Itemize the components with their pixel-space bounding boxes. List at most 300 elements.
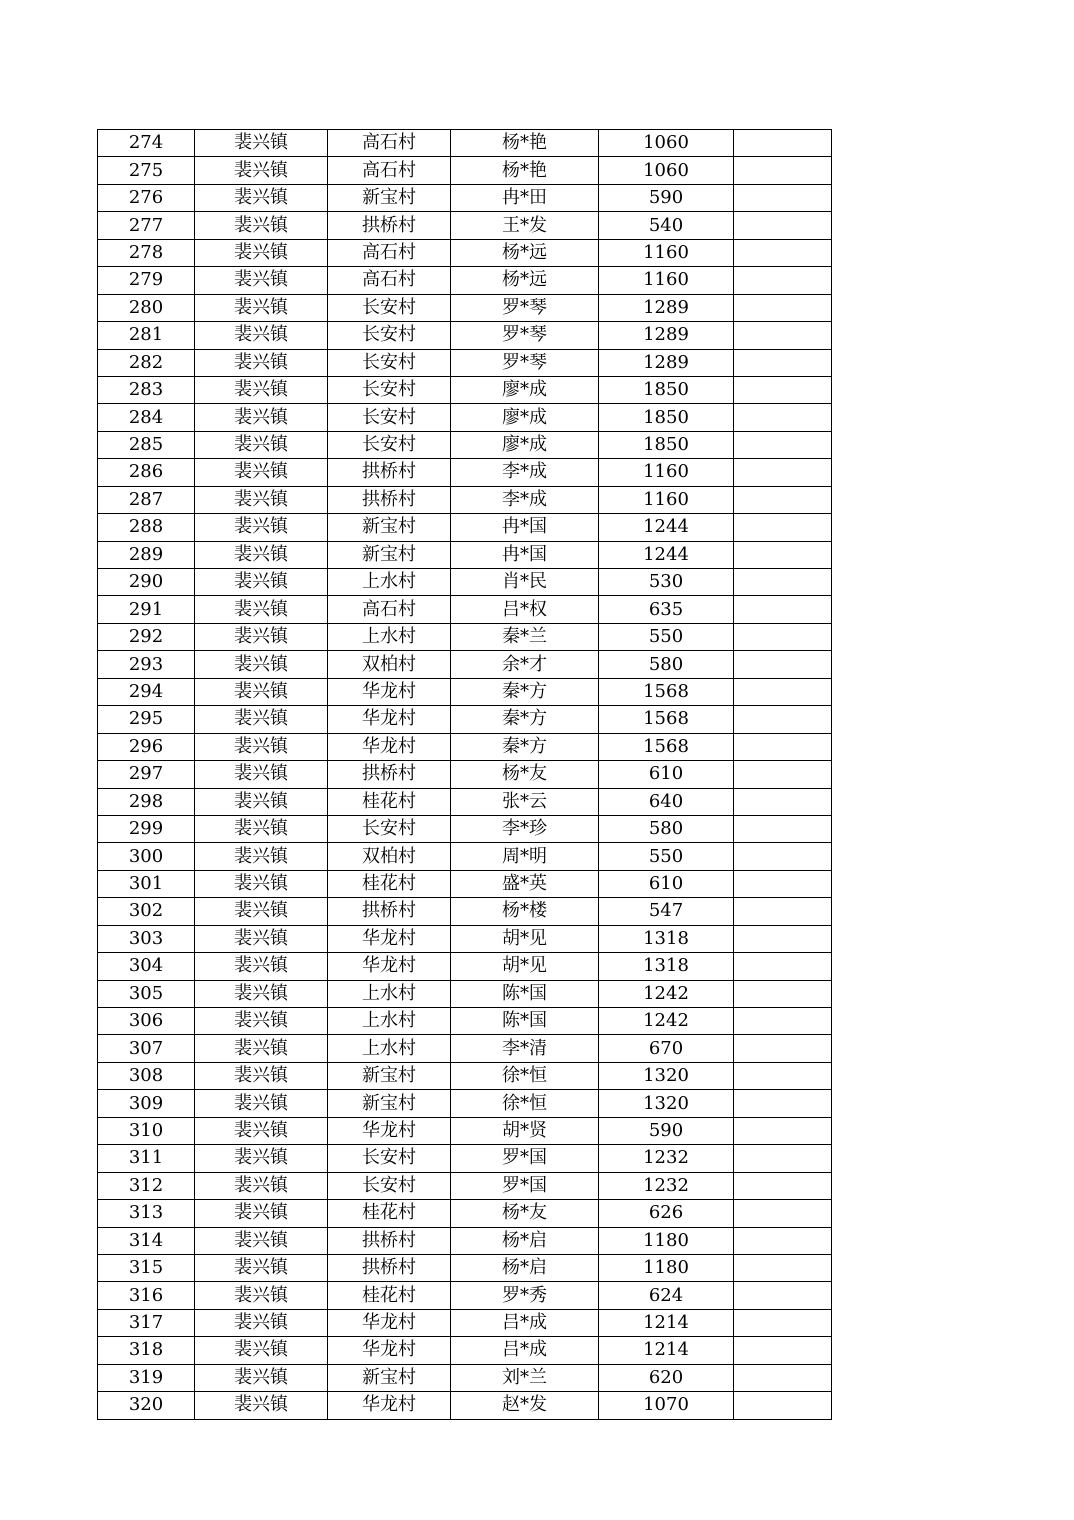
remark-cell — [734, 870, 832, 897]
name-cell: 罗*秀 — [451, 1282, 599, 1309]
remark-cell — [734, 514, 832, 541]
amount-cell: 1242 — [599, 1008, 734, 1035]
village-cell: 双柏村 — [328, 651, 451, 678]
remark-cell — [734, 1145, 832, 1172]
row-number-cell: 281 — [98, 322, 195, 349]
village-cell: 新宝村 — [328, 1364, 451, 1391]
remark-cell — [734, 130, 832, 157]
name-cell: 陈*国 — [451, 1008, 599, 1035]
amount-cell: 1850 — [599, 376, 734, 403]
name-cell: 杨*友 — [451, 761, 599, 788]
remark-cell — [734, 1117, 832, 1144]
remark-cell — [734, 596, 832, 623]
amount-cell: 610 — [599, 761, 734, 788]
table-row — [98, 212, 832, 239]
table-row — [98, 157, 832, 184]
town-cell: 裴兴镇 — [195, 239, 328, 266]
remark-cell — [734, 1200, 832, 1227]
town-cell: 裴兴镇 — [195, 486, 328, 513]
row-number-cell: 299 — [98, 815, 195, 842]
village-cell: 华龙村 — [328, 706, 451, 733]
remark-cell — [734, 184, 832, 211]
name-cell: 王*发 — [451, 212, 599, 239]
village-cell: 上水村 — [328, 623, 451, 650]
village-cell: 上水村 — [328, 1035, 451, 1062]
row-number-cell: 301 — [98, 870, 195, 897]
amount-cell: 1160 — [599, 267, 734, 294]
amount-cell: 1289 — [599, 322, 734, 349]
amount-cell: 1160 — [599, 239, 734, 266]
name-cell: 吕*成 — [451, 1337, 599, 1364]
name-cell: 陈*国 — [451, 980, 599, 1007]
name-cell: 李*成 — [451, 459, 599, 486]
town-cell: 裴兴镇 — [195, 651, 328, 678]
name-cell: 盛*英 — [451, 870, 599, 897]
row-number-cell: 287 — [98, 486, 195, 513]
village-cell: 高石村 — [328, 267, 451, 294]
table-row — [98, 761, 832, 788]
table-row — [98, 541, 832, 568]
table-row — [98, 376, 832, 403]
amount-cell: 580 — [599, 815, 734, 842]
amount-cell: 1850 — [599, 431, 734, 458]
name-cell: 冉*国 — [451, 514, 599, 541]
table-row — [98, 514, 832, 541]
name-cell: 胡*贤 — [451, 1117, 599, 1144]
village-cell: 华龙村 — [328, 1337, 451, 1364]
row-number-cell: 320 — [98, 1392, 195, 1419]
table-row — [98, 569, 832, 596]
name-cell: 杨*楼 — [451, 898, 599, 925]
village-cell: 高石村 — [328, 596, 451, 623]
town-cell: 裴兴镇 — [195, 1282, 328, 1309]
row-number-cell: 285 — [98, 431, 195, 458]
remark-cell — [734, 788, 832, 815]
amount-cell: 1060 — [599, 130, 734, 157]
amount-cell: 1180 — [599, 1227, 734, 1254]
roster-table-body — [98, 130, 832, 1420]
village-cell: 华龙村 — [328, 678, 451, 705]
remark-cell — [734, 678, 832, 705]
village-cell: 长安村 — [328, 349, 451, 376]
table-row — [98, 431, 832, 458]
remark-cell — [734, 1392, 832, 1419]
village-cell: 长安村 — [328, 404, 451, 431]
town-cell: 裴兴镇 — [195, 569, 328, 596]
town-cell: 裴兴镇 — [195, 815, 328, 842]
table-row — [98, 651, 832, 678]
amount-cell: 1318 — [599, 925, 734, 952]
town-cell: 裴兴镇 — [195, 130, 328, 157]
amount-cell: 635 — [599, 596, 734, 623]
name-cell: 余*才 — [451, 651, 599, 678]
table-row — [98, 815, 832, 842]
row-number-cell: 306 — [98, 1008, 195, 1035]
amount-cell: 626 — [599, 1200, 734, 1227]
town-cell: 裴兴镇 — [195, 733, 328, 760]
table-row — [98, 870, 832, 897]
row-number-cell: 291 — [98, 596, 195, 623]
amount-cell: 1232 — [599, 1172, 734, 1199]
town-cell: 裴兴镇 — [195, 1062, 328, 1089]
row-number-cell: 288 — [98, 514, 195, 541]
row-number-cell: 280 — [98, 294, 195, 321]
row-number-cell: 316 — [98, 1282, 195, 1309]
village-cell: 上水村 — [328, 569, 451, 596]
row-number-cell: 309 — [98, 1090, 195, 1117]
table-row — [98, 1309, 832, 1336]
name-cell: 杨*艳 — [451, 130, 599, 157]
town-cell: 裴兴镇 — [195, 376, 328, 403]
row-number-cell: 292 — [98, 623, 195, 650]
town-cell: 裴兴镇 — [195, 349, 328, 376]
table-row — [98, 294, 832, 321]
name-cell: 杨*远 — [451, 267, 599, 294]
town-cell: 裴兴镇 — [195, 184, 328, 211]
town-cell: 裴兴镇 — [195, 294, 328, 321]
remark-cell — [734, 459, 832, 486]
remark-cell — [734, 1172, 832, 1199]
town-cell: 裴兴镇 — [195, 1145, 328, 1172]
amount-cell: 1568 — [599, 733, 734, 760]
row-number-cell: 318 — [98, 1337, 195, 1364]
table-row — [98, 1254, 832, 1281]
amount-cell: 610 — [599, 870, 734, 897]
amount-cell: 1214 — [599, 1309, 734, 1336]
name-cell: 徐*恒 — [451, 1062, 599, 1089]
amount-cell: 620 — [599, 1364, 734, 1391]
row-number-cell: 304 — [98, 953, 195, 980]
village-cell: 长安村 — [328, 815, 451, 842]
table-row — [98, 1337, 832, 1364]
village-cell: 新宝村 — [328, 541, 451, 568]
village-cell: 长安村 — [328, 431, 451, 458]
town-cell: 裴兴镇 — [195, 761, 328, 788]
town-cell: 裴兴镇 — [195, 1364, 328, 1391]
remark-cell — [734, 486, 832, 513]
table-row — [98, 322, 832, 349]
name-cell: 周*明 — [451, 843, 599, 870]
amount-cell: 1244 — [599, 514, 734, 541]
town-cell: 裴兴镇 — [195, 431, 328, 458]
amount-cell: 1180 — [599, 1254, 734, 1281]
remark-cell — [734, 294, 832, 321]
row-number-cell: 302 — [98, 898, 195, 925]
village-cell: 桂花村 — [328, 1200, 451, 1227]
name-cell: 廖*成 — [451, 376, 599, 403]
village-cell: 华龙村 — [328, 1309, 451, 1336]
remark-cell — [734, 157, 832, 184]
name-cell: 杨*启 — [451, 1254, 599, 1281]
remark-cell — [734, 815, 832, 842]
village-cell: 长安村 — [328, 376, 451, 403]
name-cell: 秦*兰 — [451, 623, 599, 650]
row-number-cell: 294 — [98, 678, 195, 705]
remark-cell — [734, 623, 832, 650]
remark-cell — [734, 651, 832, 678]
amount-cell: 1568 — [599, 706, 734, 733]
remark-cell — [734, 761, 832, 788]
village-cell: 华龙村 — [328, 953, 451, 980]
village-cell: 拱桥村 — [328, 761, 451, 788]
row-number-cell: 305 — [98, 980, 195, 1007]
remark-cell — [734, 953, 832, 980]
village-cell: 上水村 — [328, 980, 451, 1007]
town-cell: 裴兴镇 — [195, 1117, 328, 1144]
town-cell: 裴兴镇 — [195, 157, 328, 184]
town-cell: 裴兴镇 — [195, 1227, 328, 1254]
name-cell: 罗*国 — [451, 1172, 599, 1199]
village-cell: 上水村 — [328, 1008, 451, 1035]
table-row — [98, 843, 832, 870]
table-row — [98, 1172, 832, 1199]
amount-cell: 1160 — [599, 486, 734, 513]
village-cell: 新宝村 — [328, 1090, 451, 1117]
village-cell: 华龙村 — [328, 1392, 451, 1419]
amount-cell: 1320 — [599, 1090, 734, 1117]
row-number-cell: 275 — [98, 157, 195, 184]
table-row — [98, 788, 832, 815]
town-cell: 裴兴镇 — [195, 1392, 328, 1419]
row-number-cell: 277 — [98, 212, 195, 239]
table-row — [98, 1364, 832, 1391]
table-row — [98, 1062, 832, 1089]
town-cell: 裴兴镇 — [195, 1337, 328, 1364]
row-number-cell: 276 — [98, 184, 195, 211]
row-number-cell: 297 — [98, 761, 195, 788]
name-cell: 杨*启 — [451, 1227, 599, 1254]
table-row — [98, 596, 832, 623]
name-cell: 杨*艳 — [451, 157, 599, 184]
town-cell: 裴兴镇 — [195, 980, 328, 1007]
amount-cell: 1850 — [599, 404, 734, 431]
town-cell: 裴兴镇 — [195, 1172, 328, 1199]
name-cell: 罗*琴 — [451, 322, 599, 349]
table-row — [98, 980, 832, 1007]
name-cell: 杨*友 — [451, 1200, 599, 1227]
row-number-cell: 298 — [98, 788, 195, 815]
name-cell: 秦*方 — [451, 706, 599, 733]
village-cell: 长安村 — [328, 294, 451, 321]
table-row — [98, 1145, 832, 1172]
village-cell: 新宝村 — [328, 1062, 451, 1089]
table-row — [98, 267, 832, 294]
village-cell: 拱桥村 — [328, 898, 451, 925]
name-cell: 廖*成 — [451, 431, 599, 458]
remark-cell — [734, 376, 832, 403]
town-cell: 裴兴镇 — [195, 212, 328, 239]
table-row — [98, 1035, 832, 1062]
remark-cell — [734, 898, 832, 925]
village-cell: 高石村 — [328, 130, 451, 157]
remark-cell — [734, 431, 832, 458]
name-cell: 秦*方 — [451, 733, 599, 760]
remark-cell — [734, 1035, 832, 1062]
table-row — [98, 1282, 832, 1309]
village-cell: 华龙村 — [328, 1117, 451, 1144]
row-number-cell: 295 — [98, 706, 195, 733]
name-cell: 冉*国 — [451, 541, 599, 568]
amount-cell: 550 — [599, 623, 734, 650]
table-row — [98, 925, 832, 952]
row-number-cell: 308 — [98, 1062, 195, 1089]
name-cell: 罗*国 — [451, 1145, 599, 1172]
table-row — [98, 1090, 832, 1117]
amount-cell: 540 — [599, 212, 734, 239]
row-number-cell: 315 — [98, 1254, 195, 1281]
town-cell: 裴兴镇 — [195, 788, 328, 815]
town-cell: 裴兴镇 — [195, 322, 328, 349]
table-row — [98, 623, 832, 650]
row-number-cell: 307 — [98, 1035, 195, 1062]
table-row — [98, 459, 832, 486]
name-cell: 肖*民 — [451, 569, 599, 596]
village-cell: 桂花村 — [328, 788, 451, 815]
remark-cell — [734, 404, 832, 431]
village-cell: 长安村 — [328, 1145, 451, 1172]
remark-cell — [734, 733, 832, 760]
amount-cell: 1289 — [599, 349, 734, 376]
town-cell: 裴兴镇 — [195, 898, 328, 925]
remark-cell — [734, 212, 832, 239]
amount-cell: 624 — [599, 1282, 734, 1309]
village-cell: 长安村 — [328, 1172, 451, 1199]
row-number-cell: 289 — [98, 541, 195, 568]
row-number-cell: 303 — [98, 925, 195, 952]
town-cell: 裴兴镇 — [195, 953, 328, 980]
amount-cell: 590 — [599, 1117, 734, 1144]
town-cell: 裴兴镇 — [195, 459, 328, 486]
town-cell: 裴兴镇 — [195, 706, 328, 733]
name-cell: 罗*琴 — [451, 349, 599, 376]
village-cell: 拱桥村 — [328, 486, 451, 513]
row-number-cell: 279 — [98, 267, 195, 294]
remark-cell — [734, 267, 832, 294]
remark-cell — [734, 349, 832, 376]
town-cell: 裴兴镇 — [195, 1008, 328, 1035]
town-cell: 裴兴镇 — [195, 1090, 328, 1117]
amount-cell: 1160 — [599, 459, 734, 486]
table-row — [98, 486, 832, 513]
village-cell: 华龙村 — [328, 925, 451, 952]
row-number-cell: 314 — [98, 1227, 195, 1254]
remark-cell — [734, 1282, 832, 1309]
town-cell: 裴兴镇 — [195, 1035, 328, 1062]
table-row — [98, 184, 832, 211]
row-number-cell: 284 — [98, 404, 195, 431]
name-cell: 罗*琴 — [451, 294, 599, 321]
amount-cell: 580 — [599, 651, 734, 678]
table-row — [98, 404, 832, 431]
row-number-cell: 317 — [98, 1309, 195, 1336]
remark-cell — [734, 1062, 832, 1089]
table-row — [98, 130, 832, 157]
town-cell: 裴兴镇 — [195, 541, 328, 568]
remark-cell — [734, 706, 832, 733]
amount-cell: 530 — [599, 569, 734, 596]
town-cell: 裴兴镇 — [195, 1200, 328, 1227]
name-cell: 李*成 — [451, 486, 599, 513]
remark-cell — [734, 569, 832, 596]
amount-cell: 1214 — [599, 1337, 734, 1364]
row-number-cell: 282 — [98, 349, 195, 376]
row-number-cell: 296 — [98, 733, 195, 760]
amount-cell: 1318 — [599, 953, 734, 980]
village-cell: 新宝村 — [328, 514, 451, 541]
town-cell: 裴兴镇 — [195, 514, 328, 541]
table-row — [98, 898, 832, 925]
town-cell: 裴兴镇 — [195, 404, 328, 431]
amount-cell: 1244 — [599, 541, 734, 568]
name-cell: 秦*方 — [451, 678, 599, 705]
village-cell: 双柏村 — [328, 843, 451, 870]
amount-cell: 670 — [599, 1035, 734, 1062]
name-cell: 胡*见 — [451, 925, 599, 952]
name-cell: 李*清 — [451, 1035, 599, 1062]
remark-cell — [734, 541, 832, 568]
village-cell: 高石村 — [328, 239, 451, 266]
amount-cell: 590 — [599, 184, 734, 211]
village-cell: 桂花村 — [328, 870, 451, 897]
remark-cell — [734, 322, 832, 349]
row-number-cell: 274 — [98, 130, 195, 157]
row-number-cell: 311 — [98, 1145, 195, 1172]
remark-cell — [734, 1227, 832, 1254]
table-row — [98, 1008, 832, 1035]
row-number-cell: 283 — [98, 376, 195, 403]
remark-cell — [734, 925, 832, 952]
row-number-cell: 293 — [98, 651, 195, 678]
amount-cell: 640 — [599, 788, 734, 815]
village-cell: 长安村 — [328, 322, 451, 349]
amount-cell: 1568 — [599, 678, 734, 705]
amount-cell: 1289 — [599, 294, 734, 321]
name-cell: 廖*成 — [451, 404, 599, 431]
name-cell: 李*珍 — [451, 815, 599, 842]
remark-cell — [734, 1254, 832, 1281]
row-number-cell: 319 — [98, 1364, 195, 1391]
name-cell: 胡*见 — [451, 953, 599, 980]
village-cell: 华龙村 — [328, 733, 451, 760]
remark-cell — [734, 1008, 832, 1035]
town-cell: 裴兴镇 — [195, 1309, 328, 1336]
town-cell: 裴兴镇 — [195, 925, 328, 952]
table-row — [98, 733, 832, 760]
remark-cell — [734, 1309, 832, 1336]
village-cell: 拱桥村 — [328, 212, 451, 239]
remark-cell — [734, 239, 832, 266]
table-row — [98, 1200, 832, 1227]
town-cell: 裴兴镇 — [195, 678, 328, 705]
row-number-cell: 313 — [98, 1200, 195, 1227]
table-row — [98, 678, 832, 705]
village-cell: 新宝村 — [328, 184, 451, 211]
village-cell: 高石村 — [328, 157, 451, 184]
name-cell: 刘*兰 — [451, 1364, 599, 1391]
name-cell: 赵*发 — [451, 1392, 599, 1419]
amount-cell: 547 — [599, 898, 734, 925]
table-row — [98, 706, 832, 733]
row-number-cell: 278 — [98, 239, 195, 266]
town-cell: 裴兴镇 — [195, 843, 328, 870]
remark-cell — [734, 980, 832, 1007]
roster-table — [97, 129, 832, 1420]
table-row — [98, 1392, 832, 1419]
row-number-cell: 310 — [98, 1117, 195, 1144]
remark-cell — [734, 1090, 832, 1117]
name-cell: 吕*成 — [451, 1309, 599, 1336]
amount-cell: 1320 — [599, 1062, 734, 1089]
